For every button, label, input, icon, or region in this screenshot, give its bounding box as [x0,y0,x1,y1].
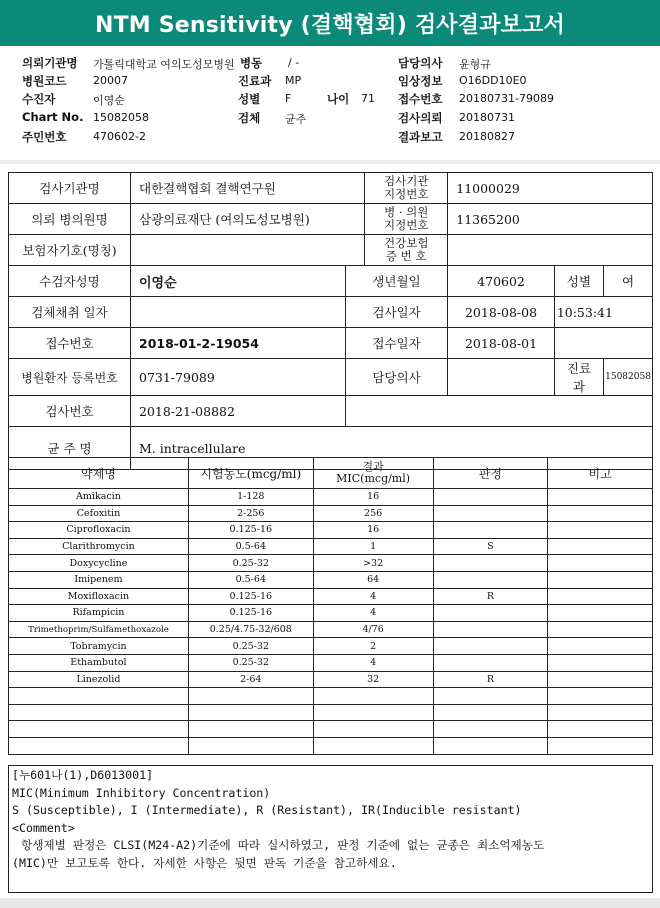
cell-mic: 16 [313,489,433,506]
cell-drug: Linezolid [9,671,189,688]
cell-mic: 4 [313,605,433,622]
dob-label: 생년월일 [345,266,448,297]
cell-mic: 4 [313,588,433,605]
cell-drug: Moxifloxacin [9,588,189,605]
table-row [9,654,653,671]
chart-label: Chart No. [22,110,84,124]
header-info [0,53,660,153]
comment-line: <Comment> [12,820,75,835]
cell-remark [548,621,653,638]
cell-drug [9,688,189,705]
doctor-label: 담당의사 [398,56,443,70]
cell-mic [313,721,433,738]
test-no-value: 2018-21-08882 [131,396,346,427]
cell-mic [313,688,433,705]
age-label: 나이 [327,92,350,106]
cell-drug [9,721,189,738]
cell-conc: 0.25-32 [188,555,313,572]
cell-drug: Ethambutol [9,654,189,671]
cell-mic: 32 [313,671,433,688]
sex-label: 성별 [238,92,261,106]
cell-remark [548,638,653,655]
cell-remark [548,704,653,721]
cell-mic: >32 [313,555,433,572]
receipt-no-value: 20180731-79089 [459,92,554,105]
cell-remark [548,538,653,555]
hospital-code-label: 병원코드 [22,74,67,88]
specimen-label: 검체 [238,111,261,125]
receipt-label: 접수번호 [9,328,131,359]
cell-remark [548,721,653,738]
insured-label: 보험자기호(명칭) [9,235,131,266]
cell-judgement [433,654,548,671]
cell-judgement [433,571,548,588]
request-label: 검사의뢰 [398,111,443,125]
cell-mic [313,737,433,754]
table-row [9,638,653,655]
col-drug: 약제명 [9,458,189,489]
receipt-date-value: 2018-08-01 [448,328,555,359]
cell-drug: Amikacin [9,489,189,506]
table-row [9,555,653,572]
cell-conc: 0.25-32 [188,654,313,671]
patient-value: 이영순 [93,94,125,107]
lab-no-value: 11000029 [448,173,653,204]
cell-remark [548,571,653,588]
id-value: 470602-2 [93,130,146,143]
cell-drug: Tobramycin [9,638,189,655]
comment-line: [누601나(1),D6013001] [12,768,154,782]
sensitivity-table [8,457,653,755]
clinical-info-label: 임상정보 [398,74,443,88]
cell-remark [548,555,653,572]
cell-mic: 1 [313,538,433,555]
cell-remark [548,737,653,754]
reg-label: 병원환자 등록번호 [9,359,131,396]
cell-conc: 0.125-16 [188,522,313,539]
table-row [9,505,653,522]
cell-judgement [433,621,548,638]
cell-mic: 256 [313,505,433,522]
receipt-no-label: 접수번호 [398,92,443,106]
receipt-value: 2018-01-2-19054 [131,328,346,359]
lab-no-label: 검사기관 지정번호 [365,173,448,204]
test-no-extra [345,396,652,427]
cell-conc: 1-128 [188,489,313,506]
comment-line: MIC(Minimum Inhibitory Concentration) [12,785,271,800]
comment-line: (MIC)만 보고토록 한다. 자세한 사항은 뒷면 판독 기준을 참고하세요. [12,855,397,870]
clinical-info-value: O16DD10E0 [459,74,527,87]
organism-label: 균 주 명 [9,427,131,470]
sex-value: 여 [604,266,653,297]
dept-value: MP [285,74,302,87]
cell-remark [548,605,653,622]
specimen-value: 균주 [285,113,307,126]
cell-remark [548,588,653,605]
cell-remark [548,489,653,506]
chart-value: 15082058 [93,111,149,124]
hospital-code-value: 20007 [93,74,128,87]
lab-label: 검사기관명 [9,173,131,204]
sex-label: 성별 [554,266,603,297]
report-value: 20180827 [459,130,515,143]
table-row [9,737,653,754]
ward-value: / - [288,56,300,69]
col-mic: 결과 MIC(mcg/ml) [313,458,433,489]
dept-value: 15082058 [604,359,653,396]
health-value [448,235,653,266]
report-title: NTM Sensitivity (결핵협회) 검사결과보고서 [0,0,660,46]
hosp-no-label: 병 · 의원 지정번호 [365,204,448,235]
cell-drug: Imipenem [9,571,189,588]
cell-remark [548,671,653,688]
comment-line: 항생제별 판정은 CLSI(M24-A2)기준에 따라 실시하였고, 판정 기준에 없는 균종은 최소억제농도 [21,838,545,853]
cell-drug: Ciprofloxacin [9,522,189,539]
cell-judgement: S [433,538,548,555]
cell-mic: 4/76 [313,621,433,638]
cell-judgement: R [433,588,548,605]
collect-value [131,297,346,328]
cell-mic: 2 [313,638,433,655]
cell-judgement [433,489,548,506]
reg-value: 0731-79089 [131,359,346,396]
hosp-label: 의뢰 병의원명 [9,204,131,235]
test-no-label: 검사번호 [9,396,131,427]
cell-judgement [433,704,548,721]
institution-value: 가톨릭대학교 여의도성모병원 [93,58,235,71]
id-label: 주민번호 [22,130,67,144]
lab-value: 대한결핵협회 결핵연구원 [131,173,365,204]
doctor-value [448,359,555,396]
age-value: 71 [361,92,375,105]
cell-drug: Clarithromycin [9,538,189,555]
cell-remark [548,505,653,522]
table-row [9,588,653,605]
col-judgement: 판정 [433,458,548,489]
cell-conc [188,688,313,705]
cell-judgement [433,688,548,705]
doctor-label: 담당의사 [345,359,448,396]
doctor-value: 윤형규 [459,58,491,71]
dept-label: 진료과 [554,359,603,396]
cell-judgement [433,605,548,622]
name-label: 수검자성명 [9,266,131,297]
cell-conc: 2-64 [188,671,313,688]
bottom-bar [0,898,660,908]
cell-mic: 16 [313,522,433,539]
collect-label: 검체채취 일자 [9,297,131,328]
test-time-value: 10:53:41 [554,297,652,328]
cell-conc: 0.25/4.75-32/608 [188,621,313,638]
cell-drug: Cefoxitin [9,505,189,522]
sex-value: F [285,92,292,105]
table-row [9,671,653,688]
patient-label: 수진자 [22,92,56,106]
report-label: 결과보고 [398,130,443,144]
table-row [9,621,653,638]
cell-drug: Trimethoprim/Sulfamethoxazole [9,621,189,638]
cell-conc: 0.125-16 [188,588,313,605]
col-conc: 시험농도(mcg/ml) [188,458,313,489]
cell-drug: Doxycycline [9,555,189,572]
cell-drug [9,737,189,754]
table-row [9,605,653,622]
receipt-extra [554,328,652,359]
table-row [9,571,653,588]
cell-conc [188,704,313,721]
table-row [9,704,653,721]
cell-drug: Rifampicin [9,605,189,622]
cell-conc: 0.5-64 [188,538,313,555]
request-value: 20180731 [459,111,515,124]
cell-conc: 0.5-64 [188,571,313,588]
dob-value: 470602 [448,266,555,297]
cell-remark [548,654,653,671]
dept-label: 진료과 [238,74,272,88]
insured-value [131,235,365,266]
table-row [9,538,653,555]
cell-mic: 4 [313,654,433,671]
cell-judgement [433,505,548,522]
col-remark: 비고 [548,458,653,489]
cell-conc: 2-256 [188,505,313,522]
cell-conc: 0.25-32 [188,638,313,655]
divider [0,160,660,164]
cell-judgement: R [433,671,548,688]
table-row [9,721,653,738]
cell-judgement [433,522,548,539]
table-row [9,489,653,506]
cell-mic [313,704,433,721]
ward-label: 병동 [240,56,263,70]
name-value: 이영순 [131,266,346,297]
organism-value: M. intracellulare [131,427,653,470]
cell-conc [188,737,313,754]
test-date-label: 검사일자 [345,297,448,328]
comment-box [8,765,653,893]
lab-info-table [8,172,653,470]
cell-remark [548,522,653,539]
hosp-value: 삼광의료재단 (여의도성모병원) [131,204,365,235]
table-row [9,688,653,705]
cell-judgement [433,721,548,738]
institution-label: 의뢰기관명 [22,56,78,70]
hosp-no-value: 11365200 [448,204,653,235]
cell-judgement [433,555,548,572]
cell-drug [9,704,189,721]
table-row [9,522,653,539]
receipt-date-label: 접수일자 [345,328,448,359]
cell-remark [548,688,653,705]
cell-judgement [433,737,548,754]
test-date-value: 2018-08-08 [448,297,555,328]
comment-line: S (Susceptible), I (Intermediate), R (Resistant), IR(Inducible resistant) [12,803,522,818]
cell-conc [188,721,313,738]
cell-judgement [433,638,548,655]
cell-conc: 0.125-16 [188,605,313,622]
cell-mic: 64 [313,571,433,588]
health-label: 건강보험 증 번 호 [365,235,448,266]
